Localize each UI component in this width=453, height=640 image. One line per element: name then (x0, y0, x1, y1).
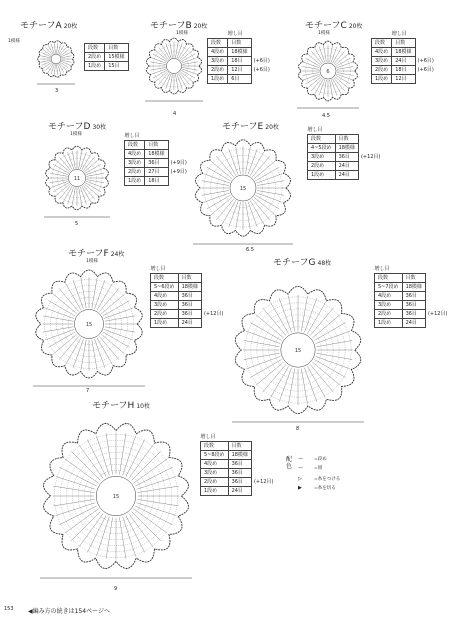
continuation-note: ◀編み方の続きは154ページへ (28, 608, 110, 615)
table-cell: 36目 (402, 301, 425, 310)
line-icon: — (298, 456, 303, 462)
table-cell: 目数 (392, 39, 415, 48)
table-cell: 24目 (402, 319, 425, 328)
table-caption (178, 266, 201, 274)
motif-d-diagram (44, 145, 110, 211)
table-row (125, 141, 191, 150)
table-cell: 36目 (335, 153, 358, 162)
table-cell: 2段め (125, 168, 145, 177)
table-caption: 増し目 (307, 127, 323, 133)
increase-note (251, 451, 276, 460)
table-row (208, 48, 274, 57)
motif-d-dimension: 5 (75, 221, 79, 227)
motif-c-diagram (297, 40, 359, 102)
table-cell: 2段め (308, 162, 336, 171)
table-row (308, 162, 384, 171)
table-cell: 段数 (85, 44, 105, 53)
table-caption: 増し目 (374, 266, 390, 272)
stitch-spokes (40, 43, 72, 75)
table-cell: 段数 (125, 141, 145, 150)
table-cell: 3段め (151, 301, 179, 310)
table-cell: 36目 (178, 292, 201, 301)
table-row (308, 153, 384, 162)
legend-item-text: =糸をつける (314, 477, 341, 482)
table-cell: 4段め (151, 292, 179, 301)
increase-note (358, 135, 383, 144)
legend-item (298, 485, 336, 491)
table-cell: 4~5段め (308, 144, 336, 153)
center-label: 6 (326, 69, 330, 75)
motif-a-name: モチーフA (20, 21, 62, 31)
table-cell: 5~7段め (375, 283, 403, 292)
table-cell: 1段め (308, 171, 336, 180)
table-cell: 24目 (335, 171, 358, 180)
legend-item-text: =段め (314, 457, 327, 462)
motif-e-name: モチーフE (222, 122, 264, 132)
motif-d-table (124, 133, 191, 186)
table-cell: 18目 (392, 66, 415, 75)
table-cell: 3段め (208, 57, 228, 66)
increase-note (168, 150, 190, 159)
table-cell: 3段め (201, 469, 229, 478)
table-row (308, 171, 384, 180)
motif-g-table (374, 266, 451, 328)
table-row (151, 310, 227, 319)
legend-item-text: =糸を切る (314, 486, 336, 491)
legend-item (298, 456, 327, 462)
motif-g-dimension: 8 (296, 426, 300, 432)
table-cell: 24目 (228, 487, 251, 496)
increase-note (415, 48, 437, 57)
table-row (125, 150, 191, 159)
page-number: 153 (4, 606, 14, 612)
table-cell: 18模様 (228, 48, 251, 57)
table-row (375, 310, 451, 319)
motif-a-dimension: 3 (55, 88, 59, 94)
table-row (375, 292, 451, 301)
motif-h-count: 10枚 (136, 403, 150, 410)
motif-c-count: 20枚 (348, 23, 363, 30)
increase-note (415, 75, 437, 84)
table-row (201, 442, 277, 451)
increase-note (251, 48, 273, 57)
table-row (201, 469, 277, 478)
table-cell: 段数 (201, 442, 229, 451)
increase-note (425, 283, 450, 292)
motif-e-title (222, 119, 279, 132)
table-cell: 15模様 (105, 53, 128, 62)
table-cell: 18模様 (178, 283, 201, 292)
table-row (375, 301, 451, 310)
line-icon: — (298, 465, 303, 471)
increase-note (251, 442, 276, 451)
table-caption (228, 434, 251, 442)
table-cell: 1段め (372, 75, 392, 84)
table-cell: 6目 (228, 75, 251, 84)
table-cell: 目数 (402, 274, 425, 283)
table-cell: 2段め (201, 478, 229, 487)
increase-note (201, 292, 226, 301)
increase-note: (+6目) (417, 67, 434, 73)
increase-note (128, 44, 134, 53)
increase-note: (+12目) (427, 311, 448, 317)
motif-h-name: モチーフH (92, 401, 135, 411)
table-row (151, 283, 227, 292)
color-legend (286, 456, 376, 502)
table-row (208, 75, 274, 84)
increase-note (168, 141, 190, 150)
center-ring (166, 58, 181, 73)
increase-note (425, 292, 450, 301)
increase-note (425, 301, 450, 310)
table-row (125, 168, 191, 177)
table-cell: 24目 (392, 57, 415, 66)
motif-h-table (200, 434, 277, 496)
increase-note (251, 487, 276, 496)
motif-f-start-label: 1模様 (86, 259, 98, 264)
increase-note (201, 319, 226, 328)
table-cell: 1段め (201, 487, 229, 496)
table-cell: 4段め (125, 150, 145, 159)
center-label: 15 (239, 186, 247, 192)
table-caption: 増し目 (391, 31, 407, 37)
increase-note (358, 162, 383, 171)
table-cell: 2段め (85, 53, 105, 62)
increase-note: (+12目) (253, 479, 274, 485)
table-cell: 2段め (208, 66, 228, 75)
table-row (372, 75, 438, 84)
increase-note: (+12目) (203, 311, 224, 317)
table-cell: 目数 (228, 39, 251, 48)
increase-note: (+9目) (170, 160, 187, 166)
motif-f-table (150, 266, 227, 328)
table-row (372, 48, 438, 57)
motif-a-count: 20枚 (63, 23, 78, 30)
motif-f-count: 24枚 (110, 251, 125, 258)
increase-note: (+12目) (360, 154, 381, 160)
table-cell: 18模様 (402, 283, 425, 292)
motif-b-dimension: 4 (173, 111, 177, 117)
motif-d-start-label: 1模様 (70, 132, 82, 137)
table-cell: 2段め (151, 310, 179, 319)
table-cell: 4段め (201, 460, 229, 469)
table-row (125, 159, 191, 168)
motif-h-dimension: 9 (114, 586, 118, 592)
table-row (201, 487, 277, 496)
motif-e-table (307, 127, 384, 180)
table-cell: 1段め (208, 75, 228, 84)
table-cell: 1段め (125, 177, 145, 186)
table-cell: 目数 (178, 274, 201, 283)
table-cell: 18目 (145, 177, 168, 186)
table-row (208, 66, 274, 75)
increase-note: (+6目) (253, 58, 270, 64)
table-caption (402, 266, 425, 274)
table-cell: 目数 (105, 44, 128, 53)
table-cell: 15目 (105, 62, 128, 71)
center-label: 15 (112, 494, 120, 500)
table-cell: 36目 (228, 469, 251, 478)
increase-note: (+6目) (417, 58, 434, 64)
table-cell: 3段め (372, 57, 392, 66)
table-cell: 36目 (402, 310, 425, 319)
table-row (308, 144, 384, 153)
motif-f-name: モチーフF (68, 249, 109, 259)
table-caption (85, 36, 105, 44)
table-row (85, 53, 135, 62)
table-row (85, 44, 135, 53)
center-ring (51, 54, 61, 64)
table-cell: 3段め (308, 153, 336, 162)
table-row (375, 319, 451, 328)
motif-d-count: 30枚 (92, 124, 107, 131)
increase-note (251, 469, 276, 478)
table-row (151, 274, 227, 283)
motif-d-name: モチーフD (48, 122, 91, 132)
increase-note (415, 39, 437, 48)
table-cell: 1段め (85, 62, 105, 71)
motif-c-title (305, 18, 362, 31)
table-cell: 5~6段め (151, 283, 179, 292)
table-row (372, 57, 438, 66)
table-row (375, 274, 451, 283)
table-cell: 段数 (208, 39, 228, 48)
legend-item (298, 465, 322, 471)
increase-note (251, 39, 273, 48)
table-cell: 5~8段め (201, 451, 229, 460)
table-row (151, 292, 227, 301)
table-cell: 目数 (145, 141, 168, 150)
table-cell: 36目 (228, 460, 251, 469)
table-cell: 36目 (145, 159, 168, 168)
stitch-spokes (150, 42, 198, 90)
motif-e-count: 20枚 (265, 124, 279, 131)
motif-e-dimension: 6.5 (246, 247, 254, 253)
motif-h-title (92, 398, 150, 411)
table-caption: 増し目 (124, 133, 140, 139)
table-row (208, 39, 274, 48)
filled-triangle-icon: ▶ (298, 485, 302, 491)
table-cell: 3段め (125, 159, 145, 168)
motif-g-diagram (232, 284, 364, 416)
table-cell: 36目 (178, 301, 201, 310)
table-cell: 4段め (372, 48, 392, 57)
table-cell: 18模様 (145, 150, 168, 159)
table-caption (335, 127, 358, 135)
table-row (201, 451, 277, 460)
legend-title: 配色 (286, 456, 293, 470)
table-caption: 増し目 (150, 266, 166, 272)
increase-note (201, 283, 226, 292)
increase-note (251, 460, 276, 469)
motif-c-name: モチーフC (305, 21, 347, 31)
table-cell: 2段め (375, 310, 403, 319)
table-caption (145, 133, 168, 141)
increase-note (358, 171, 383, 180)
table-cell: 4段め (375, 292, 403, 301)
increase-note: (+6目) (253, 67, 270, 73)
table-caption (105, 36, 128, 44)
table-cell: 18目 (228, 57, 251, 66)
motif-b-diagram (145, 37, 205, 97)
motif-b-start-label: 1模様 (176, 31, 188, 36)
table-row (85, 62, 135, 71)
increase-note (168, 177, 190, 186)
table-row (201, 460, 277, 469)
increase-note (201, 301, 226, 310)
legend-item-text: =紺 (314, 466, 323, 471)
table-row (308, 135, 384, 144)
motif-b-table (207, 31, 274, 84)
center-label: 15 (85, 322, 93, 328)
motif-c-table (371, 31, 438, 84)
table-cell: 36目 (228, 478, 251, 487)
table-cell: 段数 (375, 274, 403, 283)
table-cell: 24目 (335, 162, 358, 171)
increase-note: (+9目) (170, 169, 187, 175)
table-cell: 24目 (178, 319, 201, 328)
table-caption: 増し目 (227, 31, 243, 37)
motif-b-name: モチーフB (150, 21, 192, 31)
table-cell: 18模様 (392, 48, 415, 57)
table-row (201, 478, 277, 487)
table-cell: 36目 (402, 292, 425, 301)
increase-note (251, 75, 273, 84)
table-cell: 18模様 (335, 144, 358, 153)
table-cell: 1段め (151, 319, 179, 328)
table-cell: 目数 (228, 442, 251, 451)
motif-e-diagram (193, 138, 293, 238)
table-cell: 段数 (372, 39, 392, 48)
increase-note (128, 53, 134, 62)
table-cell: 36目 (178, 310, 201, 319)
increase-note (425, 319, 450, 328)
table-caption: 増し目 (200, 434, 216, 440)
motif-h-diagram (40, 420, 192, 572)
increase-note (201, 274, 226, 283)
table-cell: 1段め (375, 319, 403, 328)
center-label: 15 (294, 348, 302, 354)
motif-a-start-label: 1模様 (8, 39, 20, 44)
table-row (372, 39, 438, 48)
table-row (375, 283, 451, 292)
table-cell: 段数 (151, 274, 179, 283)
motif-a-title (20, 18, 77, 31)
motif-c-start-label: 1模様 (318, 31, 330, 36)
table-row (151, 301, 227, 310)
increase-note (128, 62, 134, 71)
motif-g-title (273, 255, 331, 268)
table-cell: 4段め (208, 48, 228, 57)
legend-item (298, 476, 340, 482)
table-cell: 段数 (308, 135, 336, 144)
table-row (151, 319, 227, 328)
table-cell: 18模様 (228, 451, 251, 460)
motif-c-dimension: 4.5 (322, 113, 330, 119)
table-caption (208, 31, 228, 39)
motif-g-count: 48枚 (317, 260, 332, 267)
table-cell: 3段め (375, 301, 403, 310)
table-cell: 2段め (372, 66, 392, 75)
table-caption (372, 31, 392, 39)
motif-f-diagram (33, 268, 145, 380)
table-cell: 目数 (335, 135, 358, 144)
motif-f-dimension: 7 (86, 388, 90, 394)
increase-note (425, 274, 450, 283)
table-cell: 12目 (228, 66, 251, 75)
table-row (208, 57, 274, 66)
center-label: 11 (73, 176, 81, 182)
motif-g-name: モチーフG (273, 258, 316, 268)
motif-a-table (84, 36, 135, 71)
table-row (372, 66, 438, 75)
open-triangle-icon: ▷ (298, 476, 302, 482)
motif-b-count: 20枚 (193, 23, 208, 30)
increase-note (358, 144, 383, 153)
table-cell: 12目 (392, 75, 415, 84)
table-row (125, 177, 191, 186)
motif-a-diagram (37, 40, 77, 80)
table-cell: 27目 (145, 168, 168, 177)
